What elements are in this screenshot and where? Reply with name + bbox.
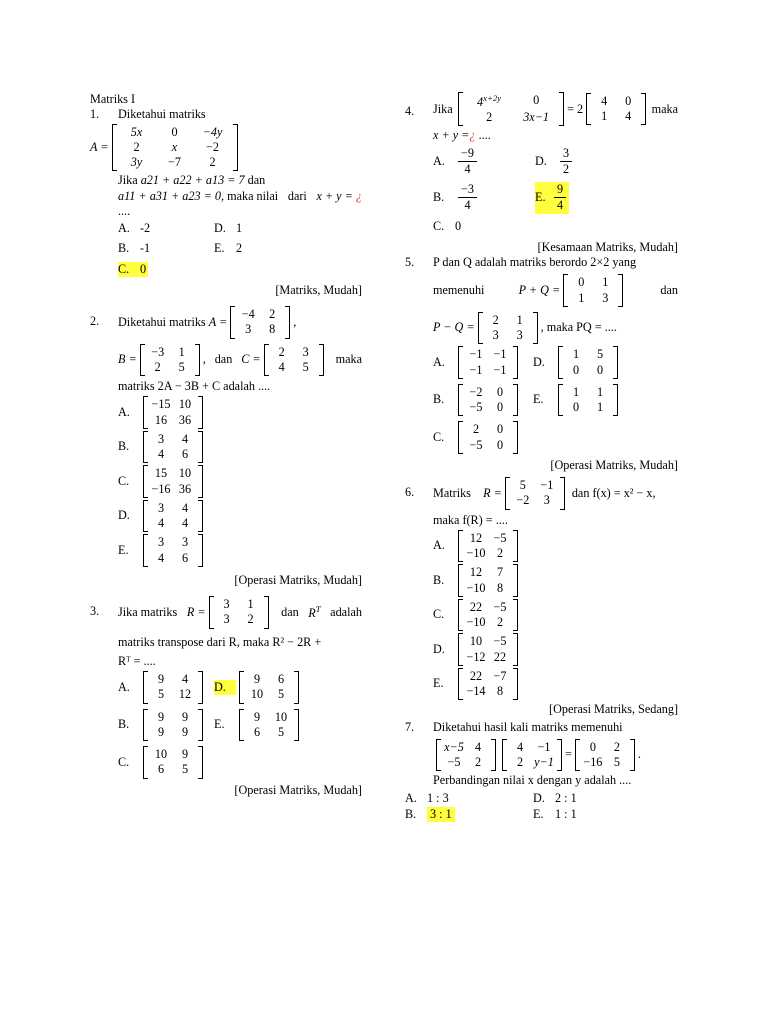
category-tag: [Operasi Matriks, Mudah] — [234, 782, 362, 797]
matrix-cell: −5 — [469, 437, 483, 452]
matrix-cell: 4 — [601, 93, 608, 108]
matrix-cell: 10 — [250, 687, 264, 702]
matrix-cell: 4 — [516, 739, 524, 754]
matrix-cell: 0 — [496, 437, 504, 452]
option-a[interactable]: A. 9 4 5 12 — [118, 671, 214, 704]
matrix-cell: 22 — [469, 668, 483, 683]
matrix-row — [118, 125, 232, 140]
option-c[interactable]: C. 2 0 −5 0 — [433, 421, 533, 454]
matrix-cell: 1 — [247, 597, 254, 611]
option-b[interactable]: B. −2 0 −5 0 — [433, 384, 533, 417]
question-text: Perbandingan nilai x dengan y adalah .... — [433, 773, 632, 788]
matrix-cell: −2 — [206, 139, 219, 154]
matrix-cell: 8 — [269, 322, 276, 337]
matrix-cell: −1 — [493, 347, 507, 362]
option-b[interactable]: B. $\frac{-3}{4}$ — [433, 182, 535, 214]
matrix-cell: 6 — [253, 724, 261, 739]
matrix-row — [581, 740, 629, 755]
matrix-cell: −1 — [540, 478, 554, 493]
matrix-sum — [563, 274, 623, 307]
matrix-cell: 3 — [516, 328, 523, 343]
matrix-cell: 1 — [578, 290, 585, 305]
matrix-cell: −4y — [202, 124, 223, 139]
matrix-cell: 8 — [496, 684, 504, 699]
matrix-cell: 1 — [516, 312, 523, 327]
matrix-right — [586, 93, 646, 126]
matrix-row — [149, 447, 197, 462]
matrix-cell: 2 — [209, 155, 216, 169]
matrix-cell: 1 — [596, 400, 604, 415]
matrix-row — [464, 400, 512, 415]
option-d[interactable]: D. 9 6 10 5 — [214, 671, 362, 704]
option-c[interactable]: C. 0 — [433, 218, 462, 233]
matrix-row — [464, 385, 512, 400]
matrix-cell: −16 — [151, 481, 171, 496]
matrix-a — [230, 306, 290, 339]
matrix-cell: 5 — [277, 724, 285, 739]
matrix-row — [245, 725, 293, 740]
matrix-cell: 5 — [302, 359, 309, 374]
matrix-cell: 3 — [223, 612, 230, 627]
option-d[interactable]: D. 2 : 1 — [533, 790, 577, 805]
category-tag: [Operasi Matriks, Mudah] — [550, 457, 678, 472]
matrix-cell: 6 — [277, 672, 285, 686]
matrix-row — [592, 109, 640, 124]
question-3: 3. Jika matriks R = 3 1 3 2 dan $R^T$ adalah matriks transpose dari R, maka R² − 2R + Rᵀ = .... A. 9 4 5 12 D. 9 6 10 5 B. 9 9 9 9 E. 9 10 6 5 C. 10 9 6 5 [Operasi Matriks, Mudah] — [90, 597, 362, 797]
answer-options — [118, 219, 362, 279]
exponent: x+2y — [483, 93, 502, 103]
matrix-row — [564, 363, 612, 378]
matrix-cell: 9 — [253, 709, 261, 724]
matrix-cell: 9 — [181, 709, 189, 724]
answer-options — [405, 790, 678, 823]
matrix-cell: 4 — [157, 447, 165, 461]
matrix-cell: 9 — [157, 672, 165, 686]
question-dots: .... — [118, 203, 131, 218]
matrix-row — [511, 493, 559, 508]
right-column — [405, 92, 678, 822]
question-number: 4. — [405, 104, 415, 118]
unknown-symbol: ¿ — [355, 188, 362, 203]
matrix-cell: 4 — [625, 109, 632, 124]
matrix-diff — [478, 312, 538, 345]
matrix-cell: −14 — [466, 684, 486, 699]
matrix-row — [245, 710, 293, 725]
matrix-row — [149, 687, 197, 702]
matrix-cell: 4 — [278, 359, 285, 374]
matrix-cell: 0 — [596, 362, 604, 377]
option-a[interactable]: A. -2 — [118, 221, 151, 235]
matrix-cell: 12 — [178, 687, 192, 702]
matrix-cell: 5 — [596, 347, 604, 362]
matrix-row — [464, 546, 512, 561]
matrix-r — [505, 477, 565, 510]
matrix-cell: 4 — [181, 672, 189, 686]
matrix-row — [564, 400, 612, 415]
unknown-symbol: ¿ — [469, 128, 476, 143]
question-number: 7. — [405, 719, 415, 734]
matrix-cell: −2 — [469, 384, 483, 399]
matrix-cell: 1 — [596, 384, 604, 399]
option-e[interactable]: E. $\frac{9}{4}$ — [535, 182, 678, 214]
question-text-2: Rᵀ = .... — [118, 653, 156, 668]
matrix-b — [140, 344, 200, 377]
matrix-cell: 4 — [474, 739, 482, 754]
matrix-cell: −5 — [493, 599, 507, 614]
option-e[interactable]: E. 3 3 4 6 — [118, 534, 362, 567]
matrix-cell: 10 — [469, 634, 483, 649]
matrix-cell: −5 — [493, 530, 507, 545]
matrix-cell: 1 — [572, 384, 580, 399]
matrix-cell: 2 — [496, 615, 504, 630]
matrix-cell: −12 — [466, 649, 486, 664]
matrix-row — [464, 650, 512, 665]
condition-word: dari — [287, 188, 307, 203]
matrix-cell: −5 — [447, 755, 461, 770]
question-2: 2. Diketahui matriks A = −4 2 3 8 , B = −3 1 2 5 , dan C = 2 3 4 5 maka matriks 2A − 3B + C adalah .... A. −15 10 16 36 B. 3 4 4 6 C. 15 10 −16 36 D. 3 4 4 4 E. 3 3 4 6 [Operasi Matriks, Mudah] — [90, 307, 362, 587]
matrix-row — [149, 516, 197, 531]
matrix-cell: −7 — [168, 155, 181, 169]
matrix-cell: 4 — [181, 431, 189, 446]
matrix-cell: −7 — [493, 668, 507, 683]
matrix-cell: 1 — [601, 109, 608, 124]
matrix-cell: −3 — [151, 344, 165, 359]
matrix-cell: 9 — [253, 672, 261, 686]
matrix-cell: 2 — [247, 612, 254, 627]
matrix-cell: 5 — [613, 755, 620, 770]
option-a[interactable]: A. 1 : 3 — [405, 790, 449, 805]
matrix-cell: 2 — [154, 359, 161, 374]
matrix-cell: 2 — [133, 139, 140, 154]
matrix-row — [464, 634, 512, 649]
option-d[interactable]: D. 1 — [214, 221, 243, 235]
matrix-row — [464, 347, 512, 362]
matrix-row — [511, 478, 559, 493]
matrix-cell: 16 — [154, 412, 168, 427]
matrix-b — [502, 739, 562, 772]
matrix-cell: 1 — [178, 344, 185, 359]
matrix-cell: 5 — [277, 687, 285, 702]
option-c[interactable]: C. 15 10 −16 36 — [118, 465, 362, 498]
matrix-row — [149, 466, 197, 481]
matrix-cell: −4 — [241, 307, 255, 321]
matrix-row — [484, 328, 532, 343]
matrix-cell: 0 — [572, 362, 580, 377]
matrix-row — [592, 94, 640, 109]
matrix-row — [464, 565, 512, 580]
matrix-row — [118, 155, 232, 170]
option-d[interactable]: D. $\frac{3}{2}$ — [535, 146, 678, 178]
matrix-row — [464, 438, 512, 453]
matrix-a — [112, 124, 238, 172]
question-number: 5. — [405, 255, 415, 270]
matrix-cell: −10 — [466, 615, 486, 630]
matrix-cell: −1 — [469, 362, 483, 377]
matrix-row — [464, 615, 512, 630]
matrix-row — [149, 725, 197, 740]
matrix-row — [245, 672, 293, 687]
option-a[interactable]: A. −15 10 16 36 — [118, 396, 362, 429]
matrix-cell: 0 — [496, 384, 504, 399]
matrix-cell: −15 — [151, 397, 171, 412]
matrix-row — [149, 672, 197, 687]
matrix-row — [464, 684, 512, 699]
question-text: matriks 2A − 3B + C adalah .... — [118, 379, 271, 393]
matrix-cell: 2 — [269, 307, 276, 321]
matrix-row — [569, 291, 617, 306]
option-b[interactable]: B. -1 — [118, 241, 151, 256]
matrix-cell: 2 — [492, 312, 499, 327]
option-e[interactable]: E. 1 1 0 1 — [533, 384, 678, 417]
matrix-row — [464, 600, 512, 615]
question-1 — [90, 107, 362, 298]
matrix-cell: 36 — [178, 412, 192, 427]
matrix-cell: 12 — [469, 565, 483, 580]
matrix-cell: 3 — [181, 535, 189, 550]
question-number: 3. — [90, 604, 100, 618]
option-b[interactable]: B. 9 9 9 9 — [118, 709, 214, 742]
matrix-cell: 9 — [181, 724, 189, 739]
matrix-row — [442, 740, 490, 755]
matrix-cell: 0 — [496, 422, 504, 437]
matrix-cell: 0 — [589, 739, 596, 754]
option-b[interactable]: B. 3 4 4 6 — [118, 431, 362, 464]
matrix-cell: −1 — [493, 362, 507, 377]
matrix-cell: 1 — [572, 347, 580, 362]
matrix-cell: 4 — [181, 516, 189, 530]
question-intro: Diketahui matriks — [118, 107, 206, 122]
matrix-cell: 12 — [469, 530, 483, 545]
condition-prefix: Jika — [118, 173, 138, 188]
option-d[interactable]: D. 1 5 0 0 — [533, 346, 678, 379]
condition-1: a21 + a22 + a13 = 7 — [140, 173, 245, 188]
matrix-cell: 3 — [302, 344, 309, 359]
matrix-cell: 2 — [472, 422, 480, 437]
matrix-cell: 3 — [245, 322, 252, 337]
matrix-cell: 36 — [178, 481, 192, 496]
matrix-row — [149, 762, 197, 777]
answer-options — [118, 396, 362, 567]
matrix-row — [149, 747, 197, 762]
matrix-cell: 4 — [181, 500, 189, 515]
matrix-cell: 3 — [602, 290, 609, 305]
condition-2: a11 + a31 + a23 = 0 — [118, 188, 221, 203]
matrix-cell: 3 — [223, 597, 230, 611]
matrix-cell: 2 — [474, 755, 482, 770]
matrix-cell: 2 — [278, 344, 285, 359]
matrix-row — [442, 755, 490, 770]
answer-options — [118, 669, 362, 781]
question-number: 1. — [90, 107, 100, 122]
matrix-cell: 2 — [613, 739, 620, 754]
matrix-cell: −10 — [466, 580, 486, 595]
matrix-row — [484, 313, 532, 328]
matrix-cell: 22 — [493, 649, 507, 664]
option-a[interactable]: A. −1 −1 −1 −1 — [433, 346, 533, 379]
matrix-c — [264, 344, 324, 377]
matrix-cell: 2 — [516, 755, 524, 770]
matrix-cell: −5 — [493, 634, 507, 649]
question-number: 2. — [90, 314, 100, 328]
question-6: 6. Matriks R = 5 −1 −2 3 dan f(x) = x² − x, maka f(R) = .... A. 12 −5 −10 2 B. 12 7 −10 8 C. 22 −5 −10 2 D. 10 −5 −12 22 E. 22 −7 −14 8 [Operasi Matriks, Sedang] — [405, 478, 678, 717]
option-c[interactable]: C. 10 9 6 5 — [118, 746, 214, 779]
matrix-cell: 5 — [157, 687, 165, 702]
matrix-cell: 15 — [154, 466, 168, 481]
matrix-cell: −16 — [583, 755, 603, 770]
matrix-cell: 8 — [496, 580, 504, 595]
matrix-row — [149, 482, 197, 497]
matrix-cell: 4 — [157, 550, 165, 565]
condition-text: , maka nilai — [221, 188, 279, 203]
option-a[interactable]: A. $\frac{-9}{4}$ — [433, 146, 535, 178]
left-column — [90, 92, 362, 798]
matrix-cell: 10 — [178, 466, 192, 481]
matrix-cell: −10 — [466, 546, 486, 561]
matrix-row — [581, 755, 629, 770]
matrix-cell: 4 — [157, 516, 165, 530]
option-c[interactable]: C. 0 — [118, 261, 147, 276]
matrix-cell: y−1 — [534, 755, 554, 770]
matrix-row — [245, 687, 293, 702]
question-7: 7. Diketahui hasil kali matriks memenuhi x−5 4 −5 2 4 −1 2 y−1 = 0 2 −16 5 . Perbandingan nilai x dengan y adalah .... A. 1 : 3 D. 2 : 1 B. 3 : 1 E. 1 : 1 — [405, 720, 678, 823]
option-d[interactable]: D. 3 4 4 4 — [118, 500, 362, 533]
matrix-row — [146, 360, 194, 375]
matrix-a — [436, 739, 496, 772]
matrix-row — [564, 385, 612, 400]
matrix-row — [508, 740, 556, 755]
matrix-cell: 5 — [178, 359, 185, 374]
matrix-cell: 6 — [181, 447, 189, 461]
matrix-row — [146, 345, 194, 360]
matrix-row — [236, 322, 284, 337]
question-text: matriks transpose dari R, maka R² − 2R + — [118, 634, 322, 649]
matrix-row — [508, 755, 556, 770]
matrix-lhs: A = — [90, 139, 109, 154]
matrix-cell: 7 — [496, 565, 504, 580]
matrix-cell: 1 — [602, 275, 609, 290]
matrix-cell: −1 — [469, 347, 483, 362]
question-number: 6. — [405, 485, 415, 500]
matrix-cell: −1 — [537, 739, 551, 754]
option-e[interactable]: E. 9 10 6 5 — [214, 709, 362, 742]
matrix-row — [464, 669, 512, 684]
question-5: 5. P dan Q adalah matriks berordo 2×2 yang memenuhi P + Q = 0 1 1 3 dan P − Q = 2 1 3 3 , maka PQ = .... A. −1 −1 −1 −1 D. 1 5 0 0 B. −2 0 −5 0 E. 1 1 0 1 C. 2 0 −5 0 [Operasi Matriks, Mudah] — [405, 255, 678, 472]
matrix-row — [215, 612, 263, 627]
matrix-cell: −2 — [516, 493, 530, 508]
matrix-cell: 3y — [130, 155, 143, 169]
option-c[interactable]: C. 22 −5 −10 2 — [433, 599, 678, 632]
option-b[interactable]: B. 3 : 1 — [405, 807, 533, 822]
question-expression: x + y = — [316, 188, 356, 203]
matrix-r — [209, 596, 269, 629]
matrix-row — [236, 307, 284, 322]
option-a[interactable]: A. 12 −5 −10 2 — [433, 530, 678, 563]
matrix-cell: 2 — [496, 546, 504, 561]
answer-options — [433, 530, 678, 701]
matrix-cell: 5 — [181, 762, 189, 777]
matrix-cell: 6 — [157, 762, 165, 777]
matrix-row — [569, 275, 617, 290]
matrix-cell: 0 — [578, 275, 585, 290]
category-tag: [Matriks, Mudah] — [275, 282, 362, 297]
answer-options — [433, 344, 678, 456]
matrix-left: $4^{x+2y}$ 0 2 3x−1 — [458, 92, 564, 126]
matrix-cell: 9 — [157, 709, 165, 724]
matrix-cell: 9 — [157, 724, 165, 739]
matrix-cell: 0 — [625, 93, 632, 108]
matrix-row — [149, 535, 197, 550]
matrix-row — [464, 363, 512, 378]
matrix-cell: x — [171, 139, 178, 154]
category-tag: [Operasi Matriks, Mudah] — [234, 572, 362, 587]
document-title: Matriks I — [90, 92, 136, 106]
matrix-cell: 22 — [469, 599, 483, 614]
matrix-cell: 9 — [181, 747, 189, 761]
matrix-cell: 3 — [157, 431, 165, 446]
matrix-row — [118, 140, 232, 155]
matrix-row — [149, 501, 197, 516]
option-d[interactable]: D. 10 −5 −12 22 — [433, 633, 678, 666]
matrix-c — [575, 739, 635, 772]
matrix-row — [149, 432, 197, 447]
question-expression: x + y = — [433, 128, 470, 143]
matrix-row — [215, 597, 263, 612]
matrix-cell: 10 — [154, 747, 168, 761]
matrix-row — [149, 413, 197, 428]
matrix-cell: 0 — [496, 400, 504, 415]
matrix-cell: 5 — [519, 478, 526, 493]
matrix-row — [149, 710, 197, 725]
option-e[interactable]: E. 1 : 1 — [533, 806, 577, 821]
matrix-row — [270, 345, 318, 360]
matrix-cell: 6 — [181, 550, 189, 565]
category-tag: [Operasi Matriks, Sedang] — [549, 702, 678, 717]
option-e[interactable]: E. 2 — [214, 241, 243, 256]
matrix-cell: 3 — [157, 535, 165, 550]
matrix-cell: 3 — [157, 500, 165, 515]
matrix-row — [564, 347, 612, 362]
matrix-row — [464, 422, 512, 437]
matrix-cell: 3 — [543, 493, 550, 508]
category-tag: [Kesamaan Matriks, Mudah] — [537, 239, 678, 254]
matrix-cell: 0 — [171, 124, 178, 139]
matrix-row — [149, 397, 197, 412]
matrix-cell: 10 — [178, 397, 192, 412]
question-intro: Diketahui matriks — [118, 314, 206, 329]
matrix-cell: 3 — [492, 328, 499, 343]
matrix-row — [464, 581, 512, 596]
option-e[interactable]: E. 22 −7 −14 8 — [433, 668, 678, 701]
condition-connector: dan — [247, 173, 266, 188]
matrix-cell: −5 — [469, 400, 483, 415]
matrix-cell: x−5 — [444, 739, 464, 754]
question-4: 4. Jika $4^{x+2y}$ 0 2 3x−1 = 2 4 0 1 4 maka x + y = ¿ .... A. $\frac{-9}{4}$ D. $\frac{3}{2}$ B. $\frac{-3}{4}$ E. $\frac{9}{4}$ C. 0 [Kesamaan Matriks, Mudah] — [405, 93, 678, 254]
matrix-row — [270, 360, 318, 375]
matrix-row — [149, 551, 197, 566]
matrix-cell: 0 — [572, 400, 580, 415]
matrix-cell: 5x — [130, 124, 143, 139]
matrix-row — [464, 531, 512, 546]
answer-options — [433, 144, 678, 236]
matrix-cell: 10 — [274, 709, 288, 724]
option-b[interactable]: B. 12 7 −10 8 — [433, 564, 678, 597]
